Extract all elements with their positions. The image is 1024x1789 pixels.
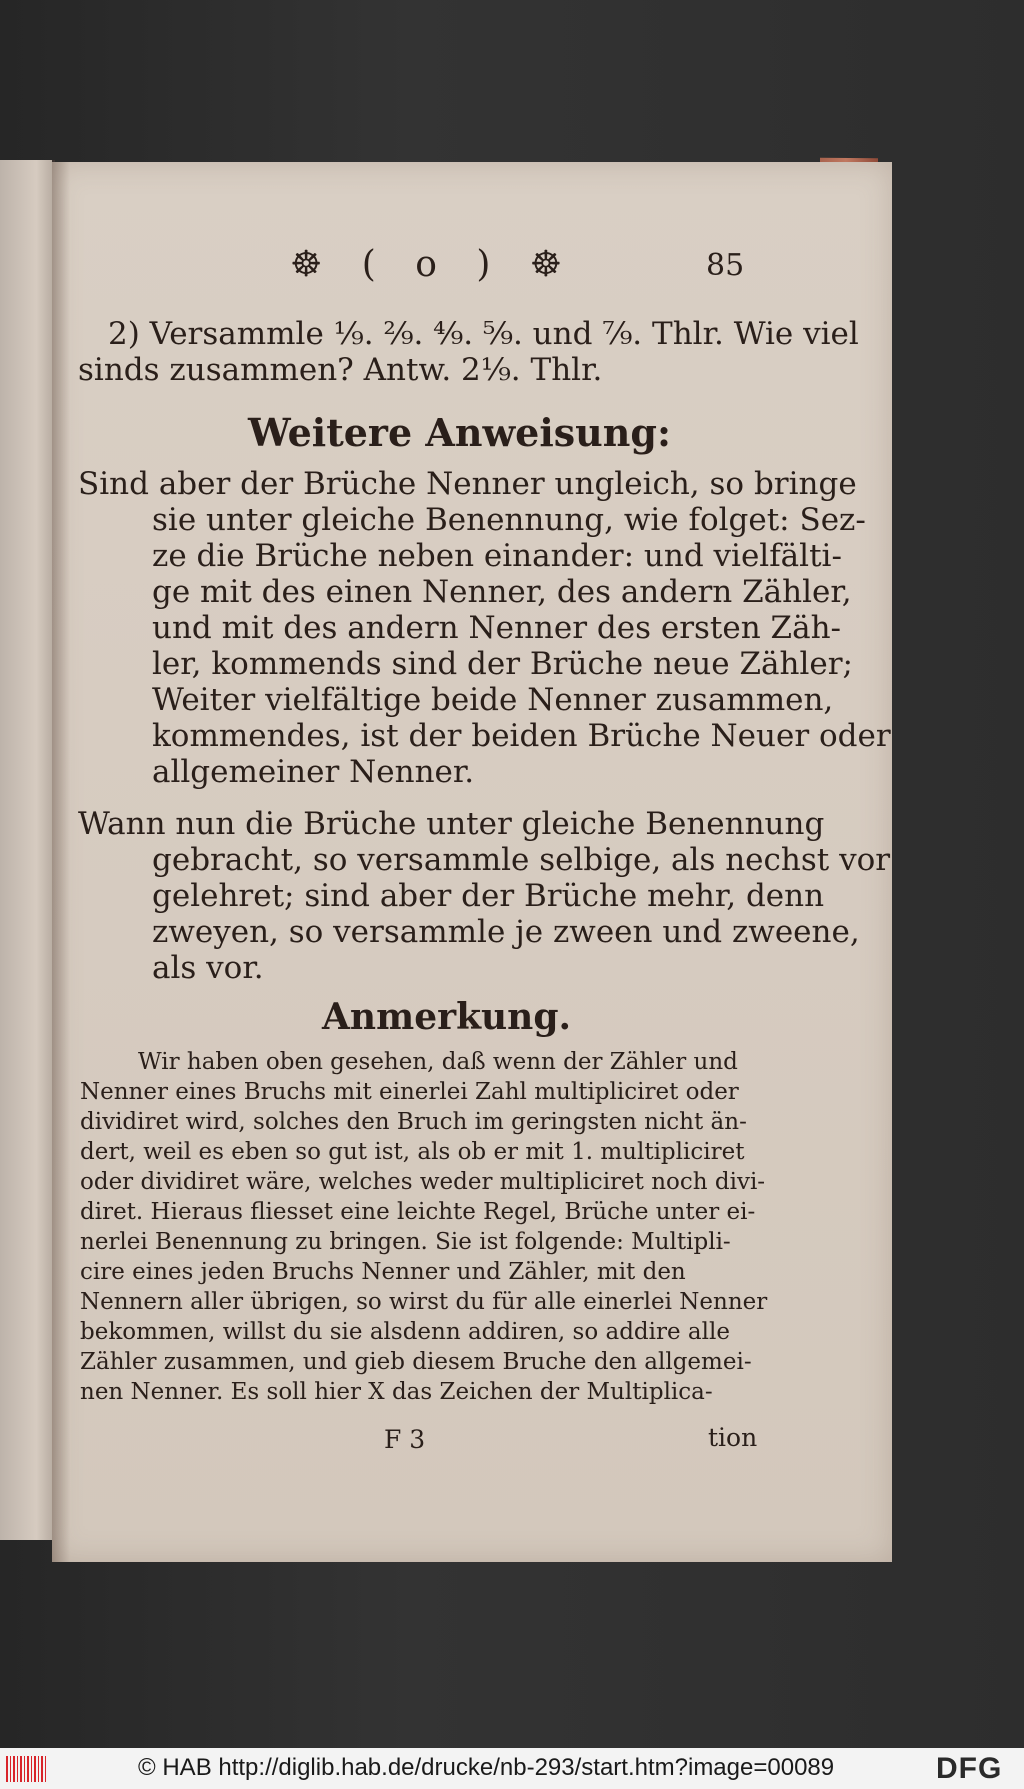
dfg-logo: DFG <box>936 1752 1003 1785</box>
barcode-icon <box>6 1756 48 1782</box>
section1-line: ge mit des einen Nenner, des andern Zähler, <box>152 574 852 610</box>
note-line: Nenner eines Bruchs mit einerlei Zahl multipliciret oder <box>80 1079 739 1105</box>
note-line: Zähler zusammen, und gieb diesem Bruche den allgemei- <box>80 1349 752 1375</box>
signature-mark: F 3 <box>384 1425 426 1454</box>
section1-line: Weiter vielfältige beide Nenner zusammen, <box>152 682 834 718</box>
running-header-ornament: ☸ ( o ) ☸ <box>290 244 577 285</box>
section-heading: Weitere Anweisung: <box>248 410 672 455</box>
note-line: diret. Hieraus fliesset eine leichte Regel, Brüche unter ei- <box>80 1199 756 1225</box>
section1-line: und mit des andern Nenner des ersten Zäh- <box>152 610 842 646</box>
section2-line: gebracht, so versammle selbige, als nechst vor <box>152 842 891 878</box>
body-line: 2) Versammle ⅑. ²⁄₉. ⁴⁄₉. ⁵⁄₉. und ⁷⁄₉. Thlr. Wie viel <box>108 316 859 352</box>
note-heading: Anmerkung. <box>322 996 572 1038</box>
note-line: nerlei Benennung zu bringen. Sie ist folgende: Multipli- <box>80 1229 731 1255</box>
catchword: tion <box>708 1423 758 1452</box>
body-line: sinds zusammen? Antw. 2⅑. Thlr. <box>78 352 603 388</box>
section2-line: zweyen, so versammle je zween und zweene, <box>152 914 860 950</box>
section2-line: als vor. <box>152 950 264 986</box>
note-line: dividiret wird, solches den Bruch im geringsten nicht än- <box>80 1109 747 1135</box>
note-line: bekommen, willst du sie alsdenn addiren, so addire alle <box>80 1319 730 1345</box>
section1-line: ze die Brüche neben einander: und vielfälti- <box>152 538 842 574</box>
footer-bar <box>0 1748 1024 1789</box>
footer-credit-link[interactable]: © HAB http://diglib.hab.de/drucke/nb-293/start.htm?image=00089 <box>138 1754 835 1781</box>
section1-line: kommendes, ist der beiden Brüche Neuer oder <box>152 718 891 754</box>
section2-line: Wann nun die Brüche unter gleiche Benennung <box>78 806 825 842</box>
note-line: nen Nenner. Es soll hier X das Zeichen der Multiplica- <box>80 1379 713 1405</box>
gutter-shadow <box>52 162 70 1562</box>
note-line: Wir haben oben gesehen, daß wenn der Zähler und <box>138 1049 738 1075</box>
section1-line: ler, kommends sind der Brüche neue Zähler; <box>152 646 853 682</box>
note-line: cire eines jeden Bruchs Nenner und Zähler, mit den <box>80 1259 686 1285</box>
page-number: 85 <box>706 248 745 283</box>
note-line: Nennern aller übrigen, so wirst du für alle einerlei Nenner <box>80 1289 768 1315</box>
note-line: dert, weil es eben so gut ist, als ob er mit 1. multipliciret <box>80 1139 745 1165</box>
note-line: oder dividiret wäre, welches weder multipliciret noch divi- <box>80 1169 766 1195</box>
previous-page-edge <box>0 160 55 1540</box>
section1-line: Sind aber der Brüche Nenner ungleich, so bringe <box>78 466 857 502</box>
section1-line: sie unter gleiche Benennung, wie folget: Sez- <box>152 502 866 538</box>
section2-line: gelehret; sind aber der Brüche mehr, denn <box>152 878 825 914</box>
section1-line: allgemeiner Nenner. <box>152 754 475 790</box>
